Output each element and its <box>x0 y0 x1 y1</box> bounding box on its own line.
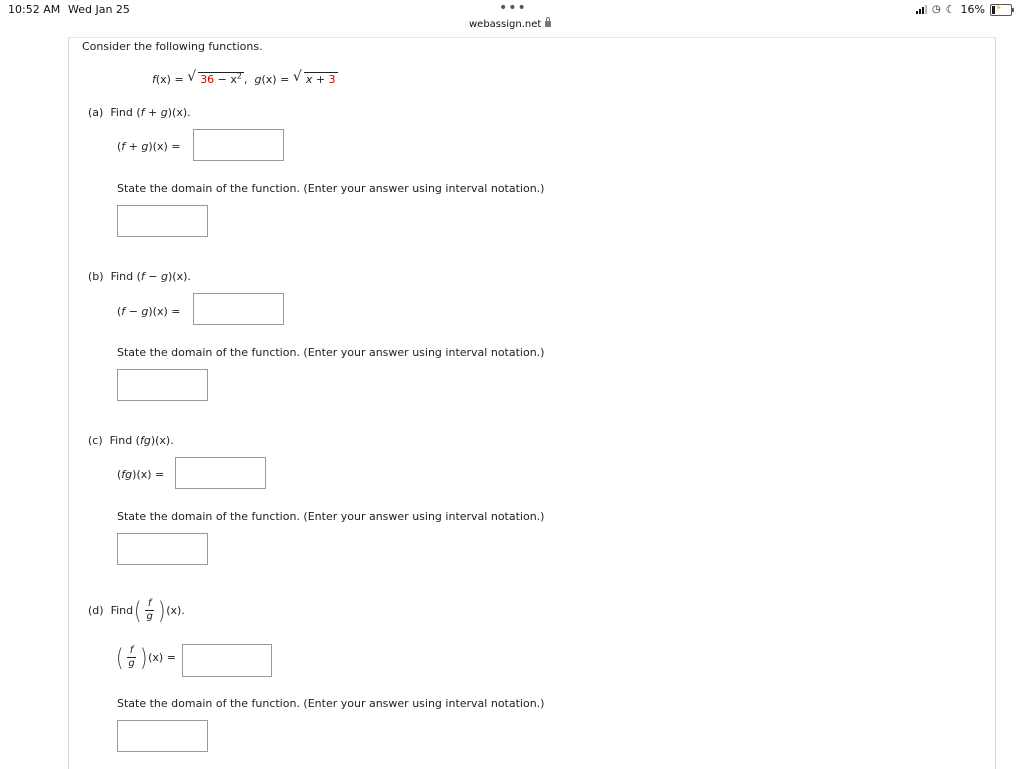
part-b-domain-prompt: State the domain of the function. (Enter your answer using interval notation.) <box>117 346 545 359</box>
part-b-letter: (b) <box>88 270 104 283</box>
g-radicand-number: 3 <box>328 73 336 86</box>
part-d-lhs: ( $\frac{f}{g}$ ) (x) = <box>115 643 176 672</box>
status-bar <box>0 0 1024 30</box>
part-c-answer-input[interactable] <box>175 457 266 489</box>
part-b-domain-input[interactable] <box>117 369 208 401</box>
f-symbol: f <box>152 73 156 86</box>
status-icons <box>916 3 1012 16</box>
part-b-lhs: (f − g)(x) = <box>117 305 181 318</box>
lock-icon <box>545 21 551 27</box>
separator: , <box>244 73 248 86</box>
part-a-domain-prompt: State the domain of the function. (Enter your answer using interval notation.) <box>117 182 545 195</box>
g-arg: (x) = <box>261 73 293 86</box>
part-b-prompt: (b) Find (f − g)(x). <box>88 270 191 283</box>
do-not-disturb-icon: ☾ <box>945 3 956 16</box>
part-d-answer-input[interactable] <box>182 644 272 677</box>
question-intro: Consider the following functions. <box>82 40 263 53</box>
function-definitions <box>152 69 338 86</box>
cellular-signal-icon <box>916 5 927 14</box>
part-a-prompt: (a) Find (f + g)(x). <box>88 106 191 119</box>
part-d-domain-input[interactable] <box>117 720 208 752</box>
part-c-domain-prompt: State the domain of the function. (Enter your answer using interval notation.) <box>117 510 545 523</box>
f-arg: (x) = <box>155 73 188 86</box>
part-a-answer-input[interactable] <box>193 129 284 161</box>
clock-time: 10:52 AM <box>8 3 61 16</box>
g-sqrt <box>292 69 338 86</box>
part-c-lhs: (fg)(x) = <box>117 468 165 481</box>
f-radicand-number: 36 <box>200 73 215 86</box>
sqrt-icon: √ <box>292 69 302 85</box>
g-symbol: g <box>254 73 262 86</box>
f-exponent: 2 <box>236 71 243 81</box>
left-paren: ( <box>134 596 142 625</box>
sqrt-icon: √ <box>187 69 197 85</box>
f-sqrt <box>187 69 244 86</box>
charging-bolt-icon: ⚡ <box>995 2 1003 14</box>
battery-icon <box>990 4 1012 16</box>
part-c-prompt: (c) Find (fg)(x). <box>88 434 174 447</box>
right-paren: ) <box>157 596 166 625</box>
part-d-letter: (d) <box>88 604 104 617</box>
part-b-answer-input[interactable] <box>193 293 284 325</box>
part-d-prompt: (d) Find ( $\frac{f}{g}$ ) (x). <box>88 596 185 625</box>
right-paren: ) <box>139 643 148 672</box>
g-radicand-var: x + <box>305 73 329 86</box>
address-bar[interactable] <box>469 19 551 30</box>
part-a-domain-input[interactable] <box>117 205 208 237</box>
fraction-f-over-g: $\frac{f}{g}$ <box>146 598 153 622</box>
battery-percent: 16% <box>960 3 985 16</box>
part-c-letter: (c) <box>88 434 103 447</box>
f-radicand-rest: − x <box>214 73 237 86</box>
fraction-f-over-g: $\frac{f}{g}$ <box>128 645 135 669</box>
part-c-domain-input[interactable] <box>117 533 208 565</box>
more-options-icon[interactable]: ••• <box>499 0 527 16</box>
part-a-lhs: (f + g)(x) = <box>117 140 181 153</box>
url-text: webassign.net <box>469 19 542 30</box>
part-d-domain-prompt: State the domain of the function. (Enter your answer using interval notation.) <box>117 697 545 710</box>
clock-date: Wed Jan 25 <box>68 3 130 16</box>
part-a-letter: (a) <box>88 106 104 119</box>
wifi-icon: ◷ <box>931 4 941 15</box>
left-paren: ( <box>115 643 124 672</box>
